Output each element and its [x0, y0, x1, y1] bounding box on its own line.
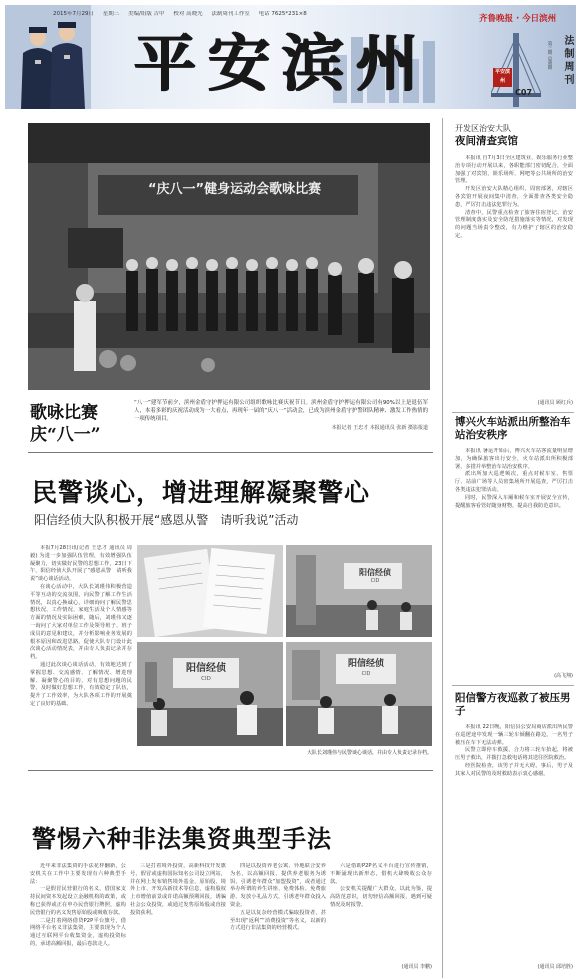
warning-story-col-2 — [130, 863, 226, 971]
contest-banner-text: “庆八一”健身运动会歌咏比赛 — [148, 182, 322, 197]
red-seal-stamp: 平安滨州 — [493, 68, 512, 87]
main-story-body — [30, 545, 132, 765]
photo-story-headline-line2: 庆“八一” — [30, 425, 101, 445]
right-story-paragraph: 同时，民警深入车厢和候车室开展安全宣传，提醒旅客看管好随身财物，提高自我防范意识。 — [455, 494, 573, 509]
warning-story-paragraph: 一是假冒民营银行的名义，借国家支持民间资本发起设立金融机构的政策，或称已获得或正在申办民营银行牌照，虚构民营银行的名义发售原始股或吸收存款。 — [30, 886, 126, 916]
plaque-text: 阳信经侦 — [347, 659, 384, 669]
office-interview-photo-1 — [286, 545, 432, 637]
right-story-2-body — [455, 448, 573, 670]
right-story-1-byline: (通讯员 顾红兵) — [537, 400, 573, 406]
warning-story-headline: 警惕六种非法集资典型手法 — [32, 824, 332, 853]
issue-date: 2015年7月29日 — [53, 11, 94, 17]
warning-story-paragraph: 六是借助P2P名义平台进行宣传推销，不断涌现出新形态，借机大肆吸收公众存款。 — [330, 863, 432, 885]
right-story-paragraph: 派出所加大巡逻频次，重点对候车室、售票厅、站前广场等人员密集场所开展巡查，严厉打击各类违法犯罪活动。 — [455, 471, 573, 493]
right-story-paragraph: 民警立即停车救援，合力将三轮车抬起，将被压男子救出，并拨打急救电话将其送往医院救治。 — [455, 747, 573, 762]
right-story-1-body — [455, 155, 573, 383]
stage-scene-illustration — [28, 123, 430, 390]
plaque-text: 阳信经侦 — [359, 568, 391, 577]
office-interview-photo-3 — [286, 642, 432, 746]
issue-weekday: 星期三 — [102, 11, 120, 17]
proofreader: 校对 高晓光 — [173, 11, 203, 17]
warning-story-col-3 — [230, 863, 326, 971]
right-story-paragraph: 本报讯 暑运开始后，博兴火车站客流量明显增加，为确保旅客出行安全，火车站派出所积极部署，多措并举整治车站治安秩序。 — [455, 448, 573, 470]
plaque-subtext: CID — [361, 671, 371, 677]
forms-illustration — [137, 545, 283, 637]
right-story-3-body — [455, 724, 573, 959]
right-story-3-title: 阳信警方夜巡救了被压男子 — [455, 692, 571, 717]
main-story-lead: 本报7月28日讯(记者 王忠才 通讯员 周毅) 为进一步加强队伍管理，有效增强队伍凝聚力，切实做好民警的思想工作，23日下午，阳信经侦大队开展了“感恩从警 请听我说”谈心谈话活动。 — [30, 545, 132, 583]
department: 法制周刊工作室 — [211, 11, 250, 17]
issue-info: 第三期 总第期 — [547, 41, 552, 70]
photo-story-caption-text: “八一”建军节前夕，滨州金盾守护押运有限公司组织歌咏比赛庆祝节日。滨州金盾守护押运有限公司有90%以上是退伍军人，本着多彩的庆祝活动成为一大看点，再现年一届的“庆八一”活动会，已成为滨州金盾守护警团队精神、激发工作热情的一项传统项目。 — [134, 400, 428, 422]
office-interview-photo-2 — [137, 642, 283, 746]
warning-story-paragraph: 公安机关提醒广大群众，以此为鉴，提高防范意识，切勿轻信高额回报，遇到可疑情况及时报警。 — [330, 886, 432, 908]
newspaper-brand-logo: 齐鲁晚报 · 今日滨州 — [479, 14, 557, 24]
page-number: C07 — [515, 88, 533, 97]
warning-story-paragraph: 四是以投资养老公寓、异地联合安养为名，以高额回报、提供养老服务为诱饵，引诱老年群众“加盟投资”，或者通过举办所谓的养生讲座、免费体检、免费旅游、发放小礼品方式，引诱老年群众投入资金。 — [230, 863, 326, 908]
warning-story-col-4 — [330, 863, 432, 963]
masthead-banner — [5, 5, 576, 109]
right-story-paragraph: 本报讯 22日晚，阳信县公安局商店派出所民警在巡逻途中发现一辆三轮车倾翻在路边，一名男子被压在车下无法动弹。 — [455, 724, 573, 746]
right-story-paragraph: 清查中，民警重点检查了旅客住宿登记、治安管理制度落实及安全防范措施落实等情况，对发现的问题当场责令整改，有力维护了辖区的治安稳定。 — [455, 209, 573, 239]
masthead-title: 平安滨州 — [133, 27, 430, 100]
plaque-subtext: CID — [201, 676, 211, 682]
section-divider — [28, 770, 433, 771]
documents-photo — [137, 545, 283, 637]
right-story-2-byline: (高飞翔) — [554, 673, 573, 679]
main-story-paragraph: 通过此次谈心谈话活动，有效地达到了掌握思想、交流感情、了解情况、增进理解、凝聚警心的目的，对有思想问题的民警，及时做好思想工作，有效稳定了队伍，提升了工作效率，为大队各项工作的开展奠定了良好的基础。 — [30, 661, 132, 707]
singing-contest-photo — [28, 123, 430, 390]
photo-story-caption — [134, 400, 428, 444]
right-story-paragraph: 开发区治安大队精心组织、周密部署，对辖区各宾馆开展夜间集中清查，全面排查各类安全隐患，严厉打击违法犯罪行为。 — [455, 186, 573, 208]
right-story-1-title: 夜间清查宾馆 — [455, 135, 518, 147]
warning-story-paragraph: 三是打着境外投资、高新科技开发旗号，假冒或虚构国际知名公司设立网站，并在网上发布销售境外基金、原始股、境外上市、开发高新技术等信息，虚构股权上市增值前景或许诺高额预期回报，诱骗社会公众投资，或通过发售原始股或直接投资获利。 — [130, 863, 226, 916]
right-story-paragraph: 经医院检查，该男子并无大碍。事后，男子及其家人对民警的及时救助表示衷心感谢。 — [455, 762, 573, 777]
main-story-headline: 民警谈心，增进理解凝聚警心 — [32, 478, 371, 507]
warning-story-paragraph: 二是打着网络借贷P2P平台旗号，借网络平台名义非法集资，主要表现为个人通过互联网平台收集资金，虚构投资标的，承诺高额回报，最后卷款走人。 — [30, 917, 126, 947]
main-story-photo-caption: 大队长刘瑾伟与民警谈心谈话，并由专人负责记录存档。 — [306, 750, 432, 756]
phone-number: 电话 7625*231×8 — [258, 11, 307, 17]
right-story-1-kicker: 开发区治安大队 — [455, 124, 511, 133]
warning-story-byline: (通讯员 李鹏) — [401, 964, 432, 970]
right-story-2-title: 博兴火车站派出所整治车站治安秩序 — [455, 416, 571, 441]
warning-story-paragraph: 近年来非法集资的手法花样翻新，公安机关在工作中主要发现有六种典型手法： — [30, 863, 126, 885]
photo-story-headline-line1: 歌咏比赛 — [30, 403, 98, 423]
section-divider — [452, 685, 574, 686]
office-scene-illustration — [286, 545, 432, 637]
section-divider — [452, 412, 574, 413]
layout-editor: 美编/组版 吉中 — [128, 11, 165, 17]
plaque-subtext: CID — [370, 578, 380, 584]
photo-story-byline: 本报记者 王忠才 本报通讯员 张新 摄影报道 — [331, 425, 428, 432]
section-divider — [28, 452, 433, 453]
warning-story-paragraph: 五是以复杂经营模式骗取投资者，甚至出现“返利”“消费投资”等名义，以新的方式进行非法集资的经营模式。 — [230, 909, 326, 932]
warning-story-col-1 — [30, 863, 126, 971]
right-story-3-byline: (通讯员 邱培胜) — [537, 964, 573, 970]
weekly-section-label: 法制周刊 — [562, 35, 573, 87]
plaque-text: 阳信经侦 — [186, 663, 226, 674]
office-scene-illustration — [137, 642, 283, 746]
main-story-subhead: 阳信经侦大队积极开展“感恩从警 请听我说”活动 — [34, 513, 299, 527]
main-story-paragraph: 在谈心活动中，大队长刘瑾伟积极营造平等互动的交流氛围，向民警了解工作生活情况，以真心换诚心，详细询问了解民警思想状况、工作情况、家庭生活及个人情感等方面的情况及实际困难，随后，刘瑾伟又逐一询问了大家对单位工作及领导班子、班子成员的意见和建议，并分析影响业务发展的根本原因和改进思路。促使大队专门设计此次谈心活动情况表，并由专人负责记录并存档。 — [30, 583, 132, 661]
right-story-paragraph: 本报讯 自7月3日全区建筑业、娱乐服务行业整治专项行动开展以来，各职能部门密切配合，全面加强了对宾馆、娱乐场所、网吧等公共场所的治安管理。 — [455, 155, 573, 185]
column-divider — [442, 118, 443, 978]
